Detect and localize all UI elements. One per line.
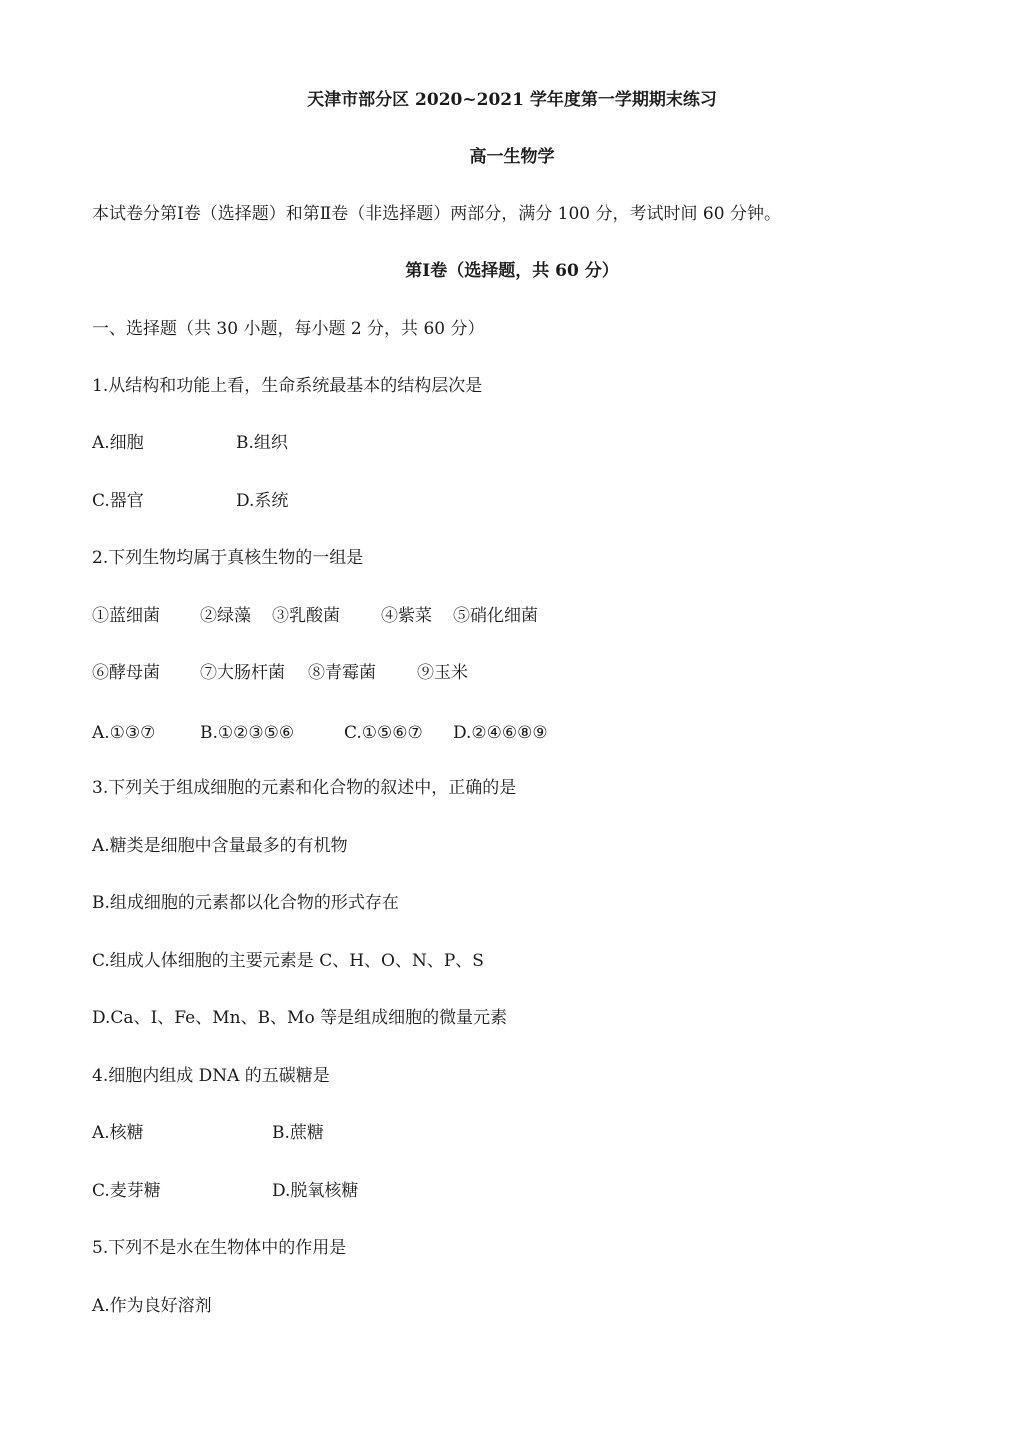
exam-title: 天津市部分区 2020~2021 学年度第一学期期末练习 — [307, 90, 717, 110]
question-2-option-d: D.②④⑥⑧⑨ — [453, 723, 548, 743]
question-2-item-5: ⑤硝化细菌 — [453, 606, 538, 626]
part-one-heading: 第Ⅰ卷（选择题，共 60 分） — [405, 261, 619, 281]
question-2-item-6: ⑥酵母菌 — [92, 663, 160, 683]
question-1-option-d: D.系统 — [236, 491, 289, 511]
question-2-item-7: ⑦大肠杆菌 — [200, 663, 285, 683]
question-4-option-a: A.核糖 — [92, 1123, 144, 1143]
question-3-stem: 3.下列关于组成细胞的元素和化合物的叙述中，正确的是 — [92, 778, 517, 798]
question-2-option-a: A.①③⑦ — [92, 723, 156, 743]
question-4-option-d: D.脱氧核糖 — [272, 1181, 359, 1201]
question-4-option-c: C.麦芽糖 — [92, 1181, 161, 1201]
question-1-stem: 1.从结构和功能上看，生命系统最基本的结构层次是 — [92, 376, 483, 396]
question-1-option-c: C.器官 — [92, 491, 144, 511]
question-3-option-d: D.Ca、I、Fe、Mn、B、Mo 等是组成细胞的微量元素 — [92, 1008, 508, 1028]
question-2-item-8: ⑧青霉菌 — [308, 663, 376, 683]
question-5-stem: 5.下列不是水在生物体中的作用是 — [92, 1238, 347, 1258]
question-2-option-c: C.①⑤⑥⑦ — [344, 723, 423, 743]
section-one-heading: 一、选择题（共 30 小题，每小题 2 分，共 60 分） — [92, 319, 485, 339]
question-2-item-1: ①蓝细菌 — [92, 606, 160, 626]
question-2-option-b: B.①②③⑤⑥ — [200, 723, 295, 743]
question-1-option-b: B.组织 — [236, 433, 288, 453]
question-2-item-2: ②绿藻 — [200, 606, 251, 626]
question-5-option-a: A.作为良好溶剂 — [92, 1296, 212, 1316]
question-3-option-a: A.糖类是细胞中含量最多的有机物 — [92, 836, 348, 856]
question-2-stem: 2.下列生物均属于真核生物的一组是 — [92, 548, 364, 568]
question-4-stem: 4.细胞内组成 DNA 的五碳糖是 — [92, 1066, 330, 1086]
question-3-option-b: B.组成细胞的元素都以化合物的形式存在 — [92, 893, 399, 913]
question-2-item-3: ③乳酸菌 — [272, 606, 340, 626]
question-3-option-c: C.组成人体细胞的主要元素是 C、H、O、N、P、S — [92, 951, 484, 971]
question-2-item-4: ④紫菜 — [381, 606, 432, 626]
exam-intro: 本试卷分第Ⅰ卷（选择题）和第Ⅱ卷（非选择题）两部分，满分 100 分，考试时间 60 分钟。 — [92, 204, 781, 224]
question-1-option-a: A.细胞 — [92, 433, 144, 453]
question-2-item-9: ⑨玉米 — [417, 663, 468, 683]
subject-title: 高一生物学 — [469, 147, 555, 167]
question-4-option-b: B.蔗糖 — [272, 1123, 324, 1143]
